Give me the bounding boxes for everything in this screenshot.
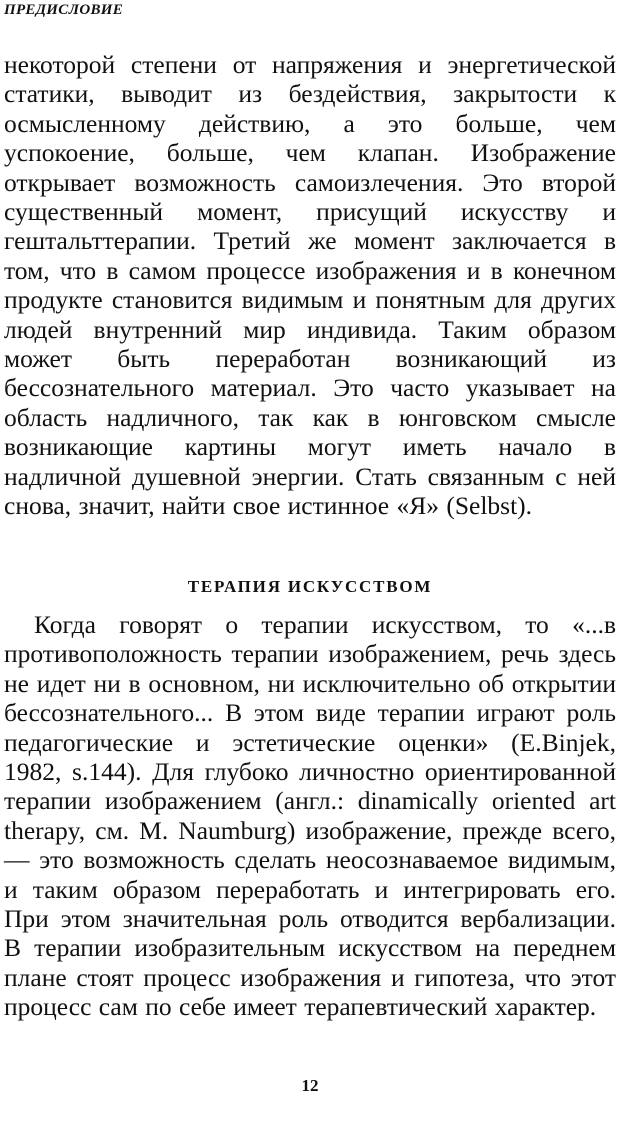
paragraph-continuation: некоторой степени от напряжения и энергетической статики, выводит из бездействия, закрытости к осмысленному действию, а это больше, чем успокоение, больше, чем клапан. Изображение открывает возможность самоизлечения. Это второй существенный момент, присущий искусству и гештальттерапии. Третий же момент заключается в том, что в самом процессе изображения и в конечном продукте становится видимым и понятным для других людей внутренний мир индивида. Таким образом может быть переработан возникающий из бессознательного материал. Это часто указывает на область надличного, так как в юнговском смысле возникающие картины могут иметь начало в надличной душевной энергии. Стать связанным с ней снова, значит, найти свое истинное «Я» (Selbst). (4, 50, 616, 521)
paragraph-art-therapy: Когда говорят о терапии искусством, то «...в противоположность терапии изображением, речь здесь не идет ни в основном, ни исключительно об открытии бессознательного... В этом виде терапии играют роль педагогические и эстетические оценки» (E.Binjek, 1982, s.144). Для глубоко личностно ориентированной терапии изображением (англ.: dinamically oriented art therapy, см. M. Naumburg) изображение, прежде всего, — это возможность сделать неосознаваемое видимым, и таким образом переработать и интегрировать его. При этом значительная роль отводится вербализации. В терапии изобразительным искусством на переднем плане стоят процесс изображения и гипотеза, что этот процесс сам по себе имеет терапевтический характер. (4, 610, 616, 1022)
section-heading: ТЕРАПИЯ ИСКУССТВОМ (187, 577, 433, 596)
page-number: 12 (301, 1076, 319, 1095)
running-head: ПРЕДИСЛОВИЕ (4, 2, 124, 18)
